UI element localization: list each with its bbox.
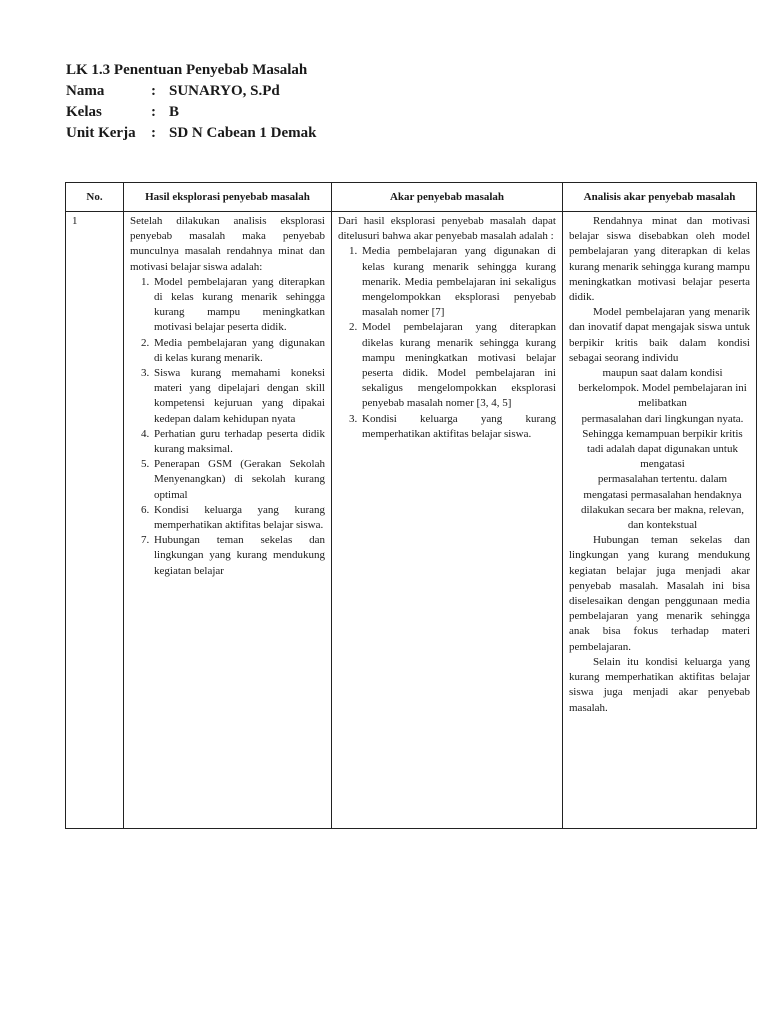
- analisis-paragraph: Selain itu kondisi keluarga yang kurang memperhatikan aktifitas belajar siswa juga menjadi akar penyebab masalah.: [569, 655, 750, 714]
- table-header-row: [66, 183, 757, 212]
- document-title: LK 1.3 Penentuan Penyebab Masalah: [66, 62, 308, 78]
- header-akar: Akar penyebab masalah: [332, 183, 563, 212]
- field-label: Kelas: [66, 104, 102, 120]
- list-item: 2. Media pembelajaran yang digunakan di kelas kurang menarik.: [152, 336, 325, 366]
- field-value: B: [169, 104, 180, 120]
- field-colon: :: [151, 104, 156, 120]
- field-colon: :: [151, 83, 156, 99]
- akar-list: [338, 244, 556, 442]
- list-item: 3. Kondisi keluarga yang kurang memperhatikan aktifitas belajar siswa.: [360, 412, 556, 442]
- cell-akar: [332, 212, 563, 829]
- list-item: 2. Model pembelajaran yang diterapkan dikelas kurang menarik sehingga kurang mampu meningkatkan motivasi belajar peserta didik. Model pembelajaran ini sekaligus mengelompokkan eksplorasi penyebab masalah nomer [3, 4, 5]: [360, 320, 556, 411]
- field-kelas: [66, 102, 317, 123]
- cell-no: 1: [66, 212, 124, 829]
- field-value: SD N Cabean 1 Demak: [169, 125, 317, 141]
- field-value: SUNARYO, S.Pd: [169, 83, 280, 99]
- table-row: [66, 212, 757, 829]
- list-item: 3. Siswa kurang memahami koneksi materi yang dipelajari dengan skill kompetensi kejuruan yang dipakai kedepan dalam kehidupan nyata: [152, 366, 325, 427]
- list-item: 1. Model pembelajaran yang diterapkan di kelas kurang menarik sehingga kurang mampu meningkatkan motivasi belajar peserta didik.: [152, 275, 325, 336]
- hasil-intro: Setelah dilakukan analisis eksplorasi penyebab masalah maka penyebab munculnya masalah rendahnya minat dan motivasi belajar siswa adalah:: [130, 215, 325, 273]
- analysis-table: [65, 182, 757, 829]
- field-label: Unit Kerja: [66, 125, 136, 141]
- list-item: 7. Hubungan teman sekelas dan lingkungan yang kurang mendukung kegiatan belajar: [152, 533, 325, 579]
- analisis-paragraph: permasalahan dari lingkungan nyata. Sehingga kemampuan berpikir kritis tadi adalah dapat digunakan untuk mengatasi: [581, 412, 744, 471]
- cell-hasil: [124, 212, 332, 829]
- list-item: 5. Penerapan GSM (Gerakan Sekolah Menyenangkan) di sekolah kurang optimal: [152, 457, 325, 503]
- akar-intro: Dari hasil eksplorasi penyebab masalah dapat ditelusuri bahwa akar penyebab masalah adalah :: [338, 215, 556, 243]
- analisis-paragraph: Rendahnya minat dan motivasi belajar siswa disebabkan oleh model pembelajaran yang diterapkan di kelas kurang menarik sehingga kurang mampu meningkatkan motivasi belajar peserta didik.: [569, 215, 750, 304]
- cell-analisis: [563, 212, 757, 829]
- list-item: 1. Media pembelajaran yang digunakan di kelas kurang menarik sehingga kurang menarik. Media pembelajaran ini sekaligus mengelompokkan eksplorasi penyebab masalah nomer [7]: [360, 244, 556, 320]
- header-no: No.: [66, 183, 124, 212]
- analisis-paragraph: maupun saat dalam kondisi berkelompok. Model pembelajaran ini melibatkan: [578, 367, 747, 410]
- field-unit-kerja: [66, 123, 317, 144]
- analisis-paragraph: Hubungan teman sekelas dan lingkungan yang kurang mendukung kegiatan belajar juga menjadi akar penyebab masalah. Masalah ini bisa diselesaikan dengan penggunaan media pembelajaran yang menarik sehingga anak bisa fokus terhadap materi pembelajaran.: [569, 534, 750, 653]
- field-nama: [66, 81, 317, 102]
- header-analisis: Analisis akar penyebab masalah: [563, 183, 757, 212]
- document-header: [66, 60, 317, 144]
- field-label: Nama: [66, 83, 105, 99]
- analisis-paragraph: permasalahan tertentu. dalam mengatasi permasalahan hendaknya dilakukan secara ber makna, relevan, dan kontekstual: [580, 473, 745, 532]
- header-hasil: Hasil eksplorasi penyebab masalah: [124, 183, 332, 212]
- list-item: 4. Perhatian guru terhadap peserta didik kurang maksimal.: [152, 427, 325, 457]
- hasil-list: [130, 275, 325, 579]
- analisis-paragraph: Model pembelajaran yang menarik dan inovatif dapat mengajak siswa untuk berpikir kritis baik dalam kondisi sebagai seorang individu: [569, 306, 750, 364]
- list-item: 6. Kondisi keluarga yang kurang memperhatikan aktifitas belajar siswa.: [152, 503, 325, 533]
- field-colon: :: [151, 125, 156, 141]
